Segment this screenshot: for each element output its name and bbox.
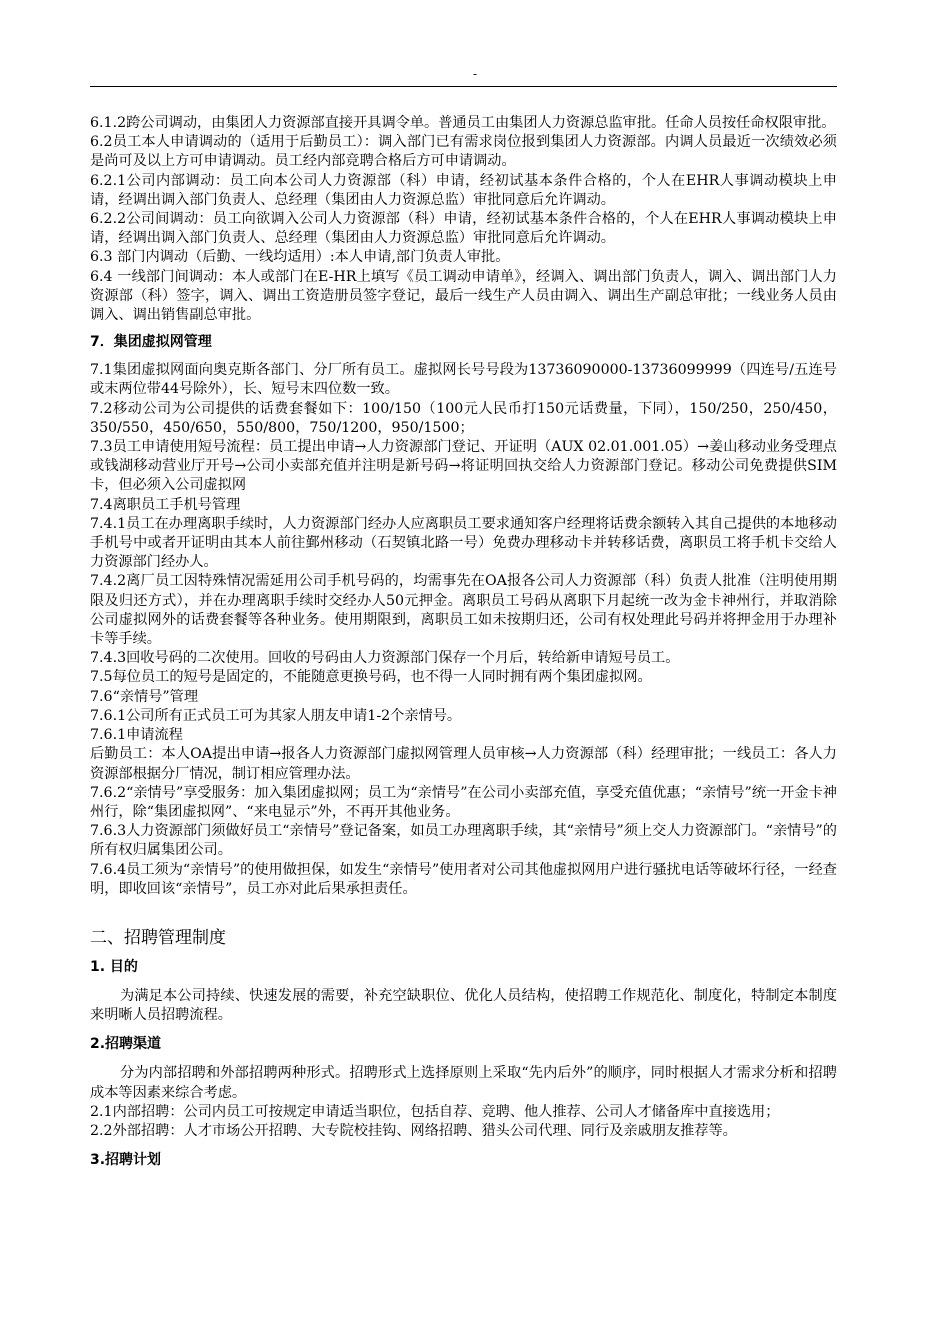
paragraph-2-1: 2.1内部招聘：公司内员工可按规定申请适当职位，包括自荐、竞聘、他人推荐、公司人才储备库中直接选用；: [90, 1103, 780, 1120]
paragraph-6-2-1: 6.2.1公司内部调动：员工向本公司人力资源部（科）申请，经初试基本条件合格的，个人在EHR人事调动模块上申请，经调出调入部门负责人、总经理（集团由人力资源总监）审批同意后允许调动。: [90, 172, 837, 208]
subsection-1-heading: 1. 目的: [90, 958, 138, 975]
subsection-3-heading: 3.招聘计划: [90, 1152, 162, 1169]
paragraph-6-4: 6.4 一线部门间调动：本人或部门在E-HR上填写《员工调动申请单》，经调入、调出部门负责人，调入、调出部门人力资源部（科）签字，调入、调出工资造册员签字登记，最后一线生产人员由调入、调出生产副总审批；一线业务人员由调入、调出销售副总审批。: [90, 268, 837, 324]
paragraph-6-3: 6.3 部门内调动（后勤、一线均适用）:本人申请,部门负责人审批。: [90, 249, 510, 266]
paragraph-7-6-3: 7.6.3人力资源部门须做好员工“亲情号”登记备案，如员工办理离职手续，其“亲情号”须上交人力资源部门。“亲情号”的所有权归属集团公司。: [90, 823, 837, 859]
paragraph-7-6: 7.6“亲情号”管理: [90, 688, 199, 705]
paragraph-purpose: 为满足本公司持续、快速发展的需要，补充空缺职位、优化人员结构，使招聘工作规范化、制度化，特制定本制度来明晰人员招聘流程。: [90, 987, 837, 1024]
paragraph-flow-detail: 后勤员工：本人OA提出申请→报各人力资源部门虚拟网管理人员审核→人力资源部（科）经理审批；一线员工：各人力资源部根据分厂情况，制订相应管理办法。: [90, 746, 837, 782]
paragraph-7-6-4: 7.6.4员工须为“亲情号”的使用做担保，如发生“亲情号”使用者对公司其他虚拟网用户进行骚扰电话等破坏行径，一经查明，即收回该“亲情号”，员工亦对此后果承担责任。: [90, 861, 837, 897]
paragraph-6-1-2: 6.1.2跨公司调动，由集团人力资源部直接开具调令单。普通员工由集团人力资源总监审批。任命人员按任命权限审批。: [90, 115, 836, 131]
paragraph-7-2: 7.2移动公司为公司提供的话费套餐如下：100/150（100元人民币打150元话费量，下同），150/250，250/450，350/550，450/650，550/800，750/1200，950/1500；: [90, 400, 837, 436]
subsection-2-heading: 2.招聘渠道: [90, 1036, 162, 1053]
paragraph-6-2: 6.2员工本人申请调动的（适用于后勤员工）：调入部门已有需求岗位报到集团人力资源部。内调人员最近一次绩效必须是尚可及以上方可申请调动。员工经内部竞聘合格后方可申请调动。: [90, 134, 837, 170]
section-2-heading: 二、招聘管理制度: [90, 927, 226, 948]
paragraph-channels-intro: 分为内部招聘和外部招聘两种形式。招聘形式上选择原则上采取“先内后外”的顺序，同时根据人才需求分析和招聘成本等因素来综合考虑。: [90, 1065, 837, 1101]
page-header-mark: -: [472, 67, 478, 81]
section-7-heading: 7．集团虚拟网管理: [90, 334, 212, 351]
paragraph-7-3: 7.3员工申请使用短号流程：员工提出申请→人力资源部门登记、开证明（AUX 02.01.001.05）→姜山移动业务受理点或钱湖移动营业厅开号→公司小卖部充值并注明是新号码→将证明回执交给人力资源部门登记。移动公司免费提供SIM卡，但必须入公司虚拟网: [90, 439, 837, 494]
paragraph-6-2-2: 6.2.2公司间调动：员工向欲调入公司人力资源部（科）申请，经初试基本条件合格的，个人在EHR人事调动模块上申请，经调出调入部门负责人、总经理（集团由人力资源总监）审批同意后允许调动。: [90, 211, 837, 247]
paragraph-7-6-1: 7.6.1公司所有正式员工可为其家人朋友申请1-2个亲情号。: [90, 707, 462, 724]
document-body: [90, 114, 837, 1180]
paragraph-7-6-1-flow: 7.6.1申请流程: [90, 727, 183, 744]
paragraph-2-2: 2.2外部招聘：人才市场公开招聘、大专院校挂钩、网络招聘、猎头公司代理、同行及亲戚朋友推荐等。: [90, 1122, 737, 1139]
paragraph-7-4-2: 7.4.2离厂员工因特殊情况需延用公司手机号码的，均需事先在OA报各公司人力资源部（科）负责人批准（注明使用期限及归还方式），并在办理离职手续时交经办人50元押金。离职员工号码从离职下月起统一改为金卡神州行，并取消除公司虚拟网外的话费套餐等各种业务。使用期限到，离职员工如未按期归还，公司有权处理此号码并将押金用于办理补卡等手续。: [90, 573, 837, 648]
paragraph-7-5: 7.5每位员工的短号是固定的，不能随意更换号码，也不得一人同时拥有两个集团虚拟网。: [90, 669, 652, 686]
paragraph-7-4: 7.4离职员工手机号管理: [90, 496, 241, 513]
paragraph-7-4-1: 7.4.1员工在办理离职手续时，人力资源部门经办人应离职员工要求通知客户经理将话费余额转入其自己提供的本地移动手机号中或者开证明由其本人前往鄞州移动（石契镇北路一号）免费办理移动卡并转移话费，离职员工将手机卡交给人力资源部门经办人。: [90, 515, 837, 571]
header-divider: [90, 86, 837, 87]
paragraph-7-1: 7.1集团虚拟网面向奥克斯各部门、分厂所有员工。虚拟网长号号段为13736090000-13736099999（四连号/五连号或末两位带44号除外），长、短号末四位数一致。: [90, 362, 837, 398]
paragraph-7-4-3: 7.4.3回收号码的二次使用。回收的号码由人力资源部门保存一个月后，转给新申请短号员工。: [90, 650, 680, 667]
paragraph-7-6-2: 7.6.2“亲情号”享受服务：加入集团虚拟网；员工为“亲情号”在公司小卖部充值，享受充值优惠；“亲情号”统一开金卡神州行，除“集团虚拟网”、“来电显示”外，不再开其他业务。: [90, 784, 837, 820]
